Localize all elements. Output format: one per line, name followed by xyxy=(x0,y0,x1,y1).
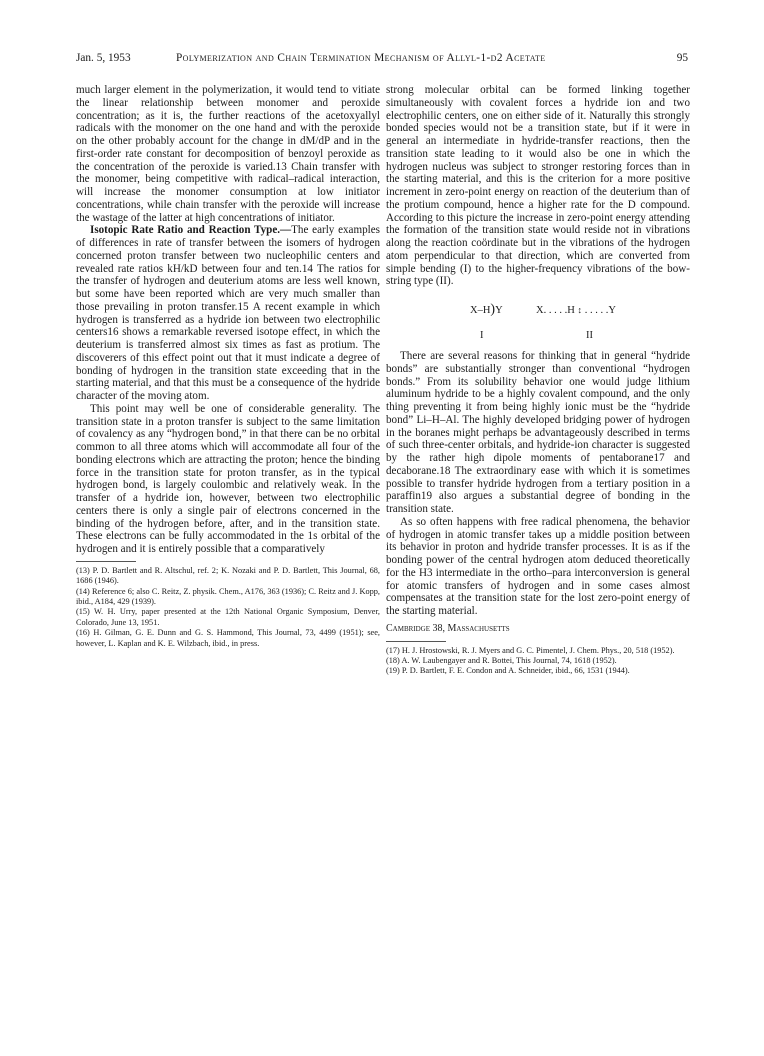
paragraph: There are several reasons for thinking that in general “hydride bonds” are substantially stronger than conventional “hydrogen bonds.” From its solubility behavior one would judge lithium aluminum hydride to be a highly covalent compound, and the only thing preventing it from being highly ionic must be the “hydride bond” Li–H–Al. The highly developed bridging power of hydrogen in the boranes might perhaps be advantageously described in terms of such three-center orbitals, and hydride-ion character is suggested by the rather high dipole moments of pentaborane17 and decaborane.18 The extraordinary ease with which it is sometimes possible to transfer hydride hydrogen from a tertiary position in a paraffin19 also argues a substantial degree of bonding in the transition state. xyxy=(386,350,690,515)
paragraph: strong molecular orbital can be formed linking together simultaneously with covalent forces a hydride ion and two electrophilic centers, one on either side of it. Naturally this strongly bonded species would not be a transition state, but if it were in general an intermediate in hydride-transfer reactions, then the transition state leading to it would also be one in which the hydrogen nucleus was subject to stronger restoring forces than in the starting material, and this is the criterion for a more positive increment in zero-point energy on reaction of the deuterium than of the protium compound, hence a higher rate for the D compound. According to this picture the increase in zero-point energy attending the formation of the transition state would reside not in vibrations along the reaction coördinate but in the vibrations of the hydrogen atom perpendicular to that direction, which are converted from simple bending (I) to the higher-frequency vibrations of the bow-string type (II). xyxy=(386,84,690,288)
formula-bowstring-xh: X. . . . .H xyxy=(536,305,575,316)
bending-bracket: ) xyxy=(490,302,496,317)
running-title: Polymerization and Chain Termination Mechanism of Allyl-1-d2 Acetate xyxy=(176,52,546,64)
footnote-divider xyxy=(386,641,446,642)
label-I: I xyxy=(480,330,484,341)
vibration-diagram xyxy=(386,294,690,346)
section-heading: Isotopic Rate Ratio and Reaction Type.— xyxy=(90,224,292,237)
footnotes-left xyxy=(76,566,380,649)
paragraph-body: The early examples of differences in rate of transfer between the isomers of hydrogen concerned proton transfer between two nucleophilic centers and revealed rate ratios kH/kD between four and ten.14 The ratios for the transfer of hydrogen and deuterium atoms are less well known, but some have been reported which are very much smaller than those prevailing in proton transfer.15 A recent example in which hydrogen is transferred as a hydride ion between two electrophilic centers16 shows a remarkable reversed isotope effect, in which the deuterium is transferred almost six times as fast as protium. The discoverers of this effect point out that it must indicate a degree of bonding of hydrogen in the transition state exceeding that in the starting material, and that this must be a consequence of the hydride character of the moving atom. xyxy=(76,224,380,402)
footnotes-right xyxy=(386,646,690,677)
paragraph xyxy=(76,224,380,403)
formula-bending-xh: X–H xyxy=(470,305,491,316)
footnote: (13) P. D. Bartlett and R. Altschul, ref. 2; K. Nozaki and P. D. Bartlett, This Journal, 68, 1686 (1946). xyxy=(76,565,380,586)
left-column xyxy=(76,84,380,649)
footnote: (19) P. D. Bartlett, F. E. Condon and A. Schneider, ibid., 66, 1531 (1944). xyxy=(386,666,630,676)
page-number: 95 xyxy=(676,52,688,64)
right-column xyxy=(386,84,690,677)
footnote: (15) W. H. Urry, paper presented at the 12th National Organic Symposium, Denver, Colorado, June 13, 1951. xyxy=(76,607,380,627)
bowstring-arrows: ↕ xyxy=(577,305,583,315)
footnote-divider xyxy=(76,561,136,562)
journal-date: Jan. 5, 1953 xyxy=(76,52,131,64)
footnote: (14) Reference 6; also C. Reitz, Z. physik. Chem., A176, 363 (1936); C. Reitz and J. Kopp, ibid., A184, 429 (1939). xyxy=(76,586,380,606)
formula-bending xyxy=(470,304,503,318)
paragraph: As so often happens with free radical phenomena, the behavior of hydrogen in atomic transfer takes up a middle position between its behavior in proton and hydride transfer processes. It is as if the bonding power of the central hydrogen atom deduced theoretically for the H3 intermediate in the ortho–para interconversion is general for atomic transfers of hydrogen and in some cases almost compensates at the transition state for the lost zero-point energy of the starting material. xyxy=(386,515,690,617)
formula-bending-y: Y xyxy=(495,305,503,316)
paragraph: This point may well be one of considerable generality. The transition state in a proton transfer is subject to the same limitation of covalency as any “hydrogen bond,” in that there can be no orbital common to all three atoms which will accommodate all four of the bonding electrons which are attracting the proton; hence the binding force in the transition state for proton transfer, as in the typical hydrogen bond, is largely coulombic and relatively weak. In the transfer of a hydride ion, however, between two electrophilic centers there is only a single pair of electrons concerned in the binding of the hydrogen before, after, and in the transition state. These electrons can be fully accommodated in the 1s orbital of the hydrogen and it is entirely possible that a comparatively xyxy=(76,402,380,555)
author-address: Cambridge 38, Massachusetts xyxy=(386,622,510,634)
footnote: (16) H. Gilman, G. E. Dunn and G. S. Hammond, This Journal, 73, 4499 (1951); see, however, L. Kaplan and K. E. Wilzbach, ibid., in press. xyxy=(76,628,380,648)
formula-bowstring-y: . . . . .Y xyxy=(584,305,617,316)
formula-bowstring xyxy=(536,304,616,318)
footnote: (17) H. J. Hrostowski, R. J. Myers and G. C. Pimentel, J. Chem. Phys., 20, 518 (1952). xyxy=(386,645,675,655)
running-header xyxy=(76,52,688,70)
footnote: (18) A. W. Laubengayer and R. Bottei, This Journal, 74, 1618 (1952). xyxy=(386,655,617,665)
paragraph: much larger element in the polymerization, it would tend to vitiate the linear relationship between monomer and peroxide concentration; as it is, the further reactions of the acetoxyallyl radicals with the monomer on the one hand and with the peroxide on the other probably account for the change in dM/dP and in the first-order rate constant for decomposition of benzoyl peroxide as the concentration of the peroxide is varied.13 Chain transfer with the monomer, being competitive with radical–radical interaction, will increase the monomer consumption at low initiator concentrations, while chain transfer with the peroxide will increase the wastage of the latter at high concentrations of initiator. xyxy=(76,84,380,224)
label-II: II xyxy=(586,330,593,341)
